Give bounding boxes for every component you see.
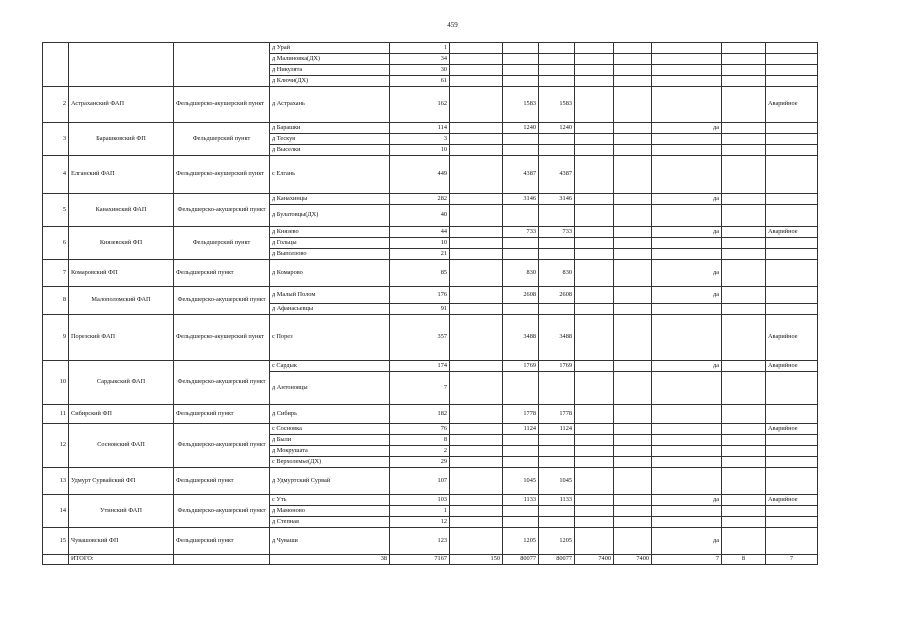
settlement-name: д Малиновка(ДХ)	[270, 54, 390, 65]
facility-type: Фельдшерско-акушерский пункт	[174, 315, 270, 361]
facility-type: Фельдшерско-акушерский пункт	[174, 87, 270, 123]
value-yes: да	[652, 227, 722, 238]
row-number: 8	[43, 287, 69, 315]
facility-name: Порезский ФАП	[69, 315, 174, 361]
value-c8: 1045	[539, 468, 575, 495]
facility-name: Елганский ФАП	[69, 156, 174, 194]
total-row	[43, 555, 818, 565]
population: 2	[390, 446, 450, 457]
population: 114	[390, 123, 450, 134]
value-c7: 830	[503, 260, 539, 287]
settlement-name: д Малый Полом	[270, 287, 390, 304]
population: 1	[390, 43, 450, 54]
total-c8: 80077	[539, 555, 575, 565]
value-c7: 4387	[503, 156, 539, 194]
facility-type: Фельдшерско-акушерский пункт	[174, 287, 270, 315]
value-c7: 1124	[503, 424, 539, 435]
value-c8: 1778	[539, 405, 575, 424]
settlement-name: д Урай	[270, 43, 390, 54]
facility-name: Утинский ФАП	[69, 495, 174, 528]
settlement-name: с Сардык	[270, 361, 390, 372]
facility-name: Сардыкский ФАП	[69, 361, 174, 405]
condition: Аварийное	[766, 361, 818, 372]
settlement-name: д Сибирь	[270, 405, 390, 424]
facility-type: Фельдшерский пункт	[174, 260, 270, 287]
facility-name: Комаровский ФП	[69, 260, 174, 287]
population: 30	[390, 65, 450, 76]
row-number: 11	[43, 405, 69, 424]
facility-name: Сибирский ФП	[69, 405, 174, 424]
total-population: 7167	[390, 555, 450, 565]
population: 107	[390, 468, 450, 495]
value-c7: 1133	[503, 495, 539, 506]
population: 76	[390, 424, 450, 435]
facility-type: Фельдшерско-акушерский пункт	[174, 424, 270, 468]
settlement-name: д Гольцы	[270, 238, 390, 249]
total-c9: 7400	[575, 555, 614, 565]
facility-type: Фельдшерско-акушерский пункт	[174, 361, 270, 405]
row-number: 4	[43, 156, 69, 194]
population: 12	[390, 517, 450, 528]
value-c7: 1240	[503, 123, 539, 134]
population: 449	[390, 156, 450, 194]
population: 176	[390, 287, 450, 304]
value-c7: 1583	[503, 87, 539, 123]
row-number: 7	[43, 260, 69, 287]
settlement-name: д Антоновцы	[270, 372, 390, 405]
population: 174	[390, 361, 450, 372]
cell-empty	[43, 43, 69, 87]
value-c8: 830	[539, 260, 575, 287]
facility-name: Сосновский ФАП	[69, 424, 174, 468]
value-c8: 1240	[539, 123, 575, 134]
settlement-name: д Мамоново	[270, 506, 390, 517]
settlement-name: д Выселки	[270, 145, 390, 156]
condition: Аварийное	[766, 424, 818, 435]
facility-type: Фельдшерский пункт	[174, 468, 270, 495]
population: 40	[390, 205, 450, 227]
value-c8: 2608	[539, 287, 575, 304]
cell-empty	[174, 43, 270, 87]
value-c8: 1124	[539, 424, 575, 435]
value-c7: 1778	[503, 405, 539, 424]
population: 8	[390, 435, 450, 446]
settlement-name: д Были	[270, 435, 390, 446]
population: 10	[390, 145, 450, 156]
facility-type: Фельдшерско-акушерский пункт	[174, 495, 270, 528]
value-c8: 1133	[539, 495, 575, 506]
facility-name: Малополомский ФАП	[69, 287, 174, 315]
population: 123	[390, 528, 450, 555]
value-c8: 3146	[539, 194, 575, 205]
value-yes: да	[652, 260, 722, 287]
row-number: 13	[43, 468, 69, 495]
value-c8: 733	[539, 227, 575, 238]
row-number: 5	[43, 194, 69, 227]
value-c7: 3488	[503, 315, 539, 361]
condition: Аварийное	[766, 227, 818, 238]
total-c11: 7	[652, 555, 722, 565]
population: 44	[390, 227, 450, 238]
value-yes: да	[652, 495, 722, 506]
row-number: 9	[43, 315, 69, 361]
settlement-name: д Комарово	[270, 260, 390, 287]
population: 91	[390, 304, 450, 315]
value-c7: 1045	[503, 468, 539, 495]
row-number: 6	[43, 227, 69, 260]
cell-empty	[69, 43, 174, 87]
value-c7: 1205	[503, 528, 539, 555]
population: 182	[390, 405, 450, 424]
population: 10	[390, 238, 450, 249]
row-number: 10	[43, 361, 69, 405]
settlement-name: д Барашки	[270, 123, 390, 134]
facility-type: Фельдшерский пункт	[174, 528, 270, 555]
settlement-name: д Булатовцы(ДХ)	[270, 205, 390, 227]
settlement-name: д Канахинцы	[270, 194, 390, 205]
facility-type: Фельдшерско-акушерский пункт	[174, 156, 270, 194]
population: 21	[390, 249, 450, 260]
value-yes: да	[652, 361, 722, 372]
settlement-name: д Тескуя	[270, 134, 390, 145]
row-number: 14	[43, 495, 69, 528]
facility-name: Удмурт Сурвайский ФП	[69, 468, 174, 495]
population: 85	[390, 260, 450, 287]
settlement-name: д Ключи(ДХ)	[270, 76, 390, 87]
value-c8: 3488	[539, 315, 575, 361]
settlement-name: с Порез	[270, 315, 390, 361]
facility-name: Барашковский ФП	[69, 123, 174, 156]
facility-name: Канахинский ФАП	[69, 194, 174, 227]
population: 1	[390, 506, 450, 517]
settlement-name: с Уть	[270, 495, 390, 506]
facilities-table	[42, 42, 818, 565]
value-yes: да	[652, 194, 722, 205]
settlement-name: д Чуваши	[270, 528, 390, 555]
settlement-name: д Мокрушата	[270, 446, 390, 457]
settlement-name: д Степная	[270, 517, 390, 528]
facility-name: Князевский ФП	[69, 227, 174, 260]
value-c7: 2608	[503, 287, 539, 304]
total-c6: 150	[450, 555, 503, 565]
settlement-name: с Елгань	[270, 156, 390, 194]
total-c7: 80077	[503, 555, 539, 565]
value-yes: да	[652, 528, 722, 555]
settlement-name: с Сосновка	[270, 424, 390, 435]
facility-type: Фельдшерский пункт	[174, 405, 270, 424]
value-yes: да	[652, 287, 722, 304]
facility-name: Чувашовский ФП	[69, 528, 174, 555]
facility-type: Фельдшерский пункт	[174, 123, 270, 156]
population: 34	[390, 54, 450, 65]
value-yes: да	[652, 123, 722, 134]
settlement-name: с Верхолемье(ДХ)	[270, 457, 390, 468]
total-c12: 8	[722, 555, 766, 565]
facility-type: Фельдшерско-акушерский пункт	[174, 194, 270, 227]
total-c13: 7	[766, 555, 818, 565]
population: 7	[390, 372, 450, 405]
condition: Аварийное	[766, 87, 818, 123]
population: 282	[390, 194, 450, 205]
value-c8: 1583	[539, 87, 575, 123]
population: 103	[390, 495, 450, 506]
value-c7: 733	[503, 227, 539, 238]
value-c8: 1205	[539, 528, 575, 555]
total-count: 38	[270, 555, 390, 565]
population: 357	[390, 315, 450, 361]
population: 162	[390, 87, 450, 123]
value-c7: 3146	[503, 194, 539, 205]
settlement-name: д Афанасьевцы	[270, 304, 390, 315]
value-c8: 1769	[539, 361, 575, 372]
settlement-name: д Выползово	[270, 249, 390, 260]
value-c7: 1769	[503, 361, 539, 372]
total-c10: 7400	[614, 555, 652, 565]
condition: Аварийное	[766, 495, 818, 506]
population: 29	[390, 457, 450, 468]
row-number: 12	[43, 424, 69, 468]
settlement-name: д Никулята	[270, 65, 390, 76]
page-number: 459	[447, 21, 458, 29]
settlement-name: д Удмуртский Сурвай	[270, 468, 390, 495]
row-number: 2	[43, 87, 69, 123]
facility-type: Фельдшерский пункт	[174, 227, 270, 260]
population: 3	[390, 134, 450, 145]
row-number: 15	[43, 528, 69, 555]
value-c8: 4387	[539, 156, 575, 194]
settlement-name: д Астрахань	[270, 87, 390, 123]
population: 61	[390, 76, 450, 87]
row-number: 3	[43, 123, 69, 156]
condition: Аварийное	[766, 315, 818, 361]
facility-name: Астраханский ФАП	[69, 87, 174, 123]
settlement-name: д Князево	[270, 227, 390, 238]
total-label: ИТОГО:	[69, 555, 174, 565]
